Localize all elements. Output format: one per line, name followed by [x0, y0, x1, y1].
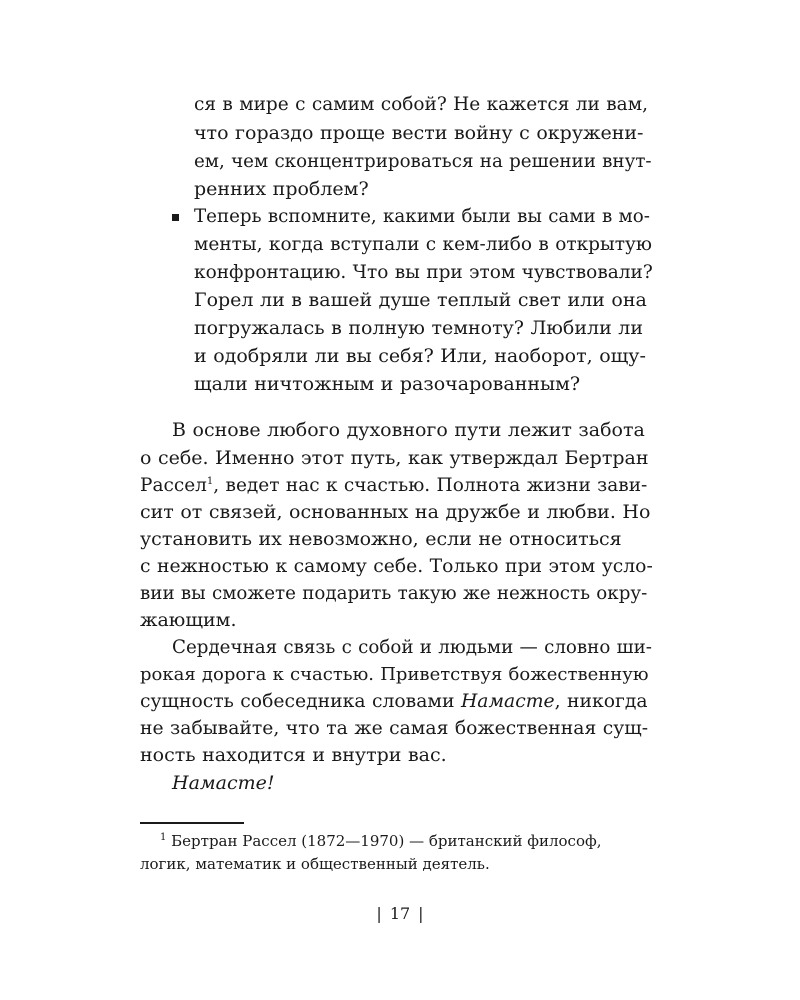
page-number-block [0, 903, 800, 925]
paragraph-line: сит от связей, основанных на дружбе и любви. Но [140, 501, 651, 523]
paragraph-line: жающим. [140, 609, 237, 631]
bullet-square-icon [172, 214, 179, 221]
bullet-continuation-line: ем, чем сконцентрироваться на решении внут- [194, 151, 652, 172]
paragraph-line: рокая дорога к счастью. Приветствуя божественную [140, 664, 649, 685]
paragraph-line: В основе любого духовного пути лежит забота [172, 419, 645, 441]
paragraph-line: вии вы сможете подарить такую же нежность окру- [140, 583, 648, 604]
bullet-item-line: конфронтацию. Что вы при этом чувствовали? [194, 262, 653, 283]
bullet-continuation-line: что гораздо проще вести войну с окружени- [194, 122, 644, 144]
bullet-item-line: менты, когда вступали с кем-либо в открытую [194, 234, 652, 255]
bullet-continuation-line: ренних проблем? [194, 178, 369, 200]
paragraph-line-with-footnote-ref [140, 472, 652, 499]
footnote-reference: 1 [206, 475, 214, 487]
footnote-text: Бертран Рассел (1872—1970) — британский философ, [166, 832, 602, 850]
footnote-line [160, 830, 602, 852]
closing-line [172, 770, 652, 797]
paragraph-line: о себе. Именно этот путь, как утверждал Бертран [140, 447, 649, 469]
paragraph-line: не забывайте, что та же самая божественная сущ- [140, 718, 649, 739]
bullet-item-line: Горел ли в вашей душе теплый свет или она [194, 289, 647, 311]
paragraph-line: установить их невозможно, если не относиться [140, 528, 622, 550]
paragraph-text: , никогда [554, 691, 648, 712]
paragraph-line: с нежностью к самому себе. Только при этом усло- [140, 556, 653, 577]
page-number: 17 [389, 904, 411, 923]
bullet-continuation-line: ся в мире с самим собой? Не кажется ли вам, [194, 94, 648, 115]
paragraph-text: сущность собеседника словами [140, 691, 461, 712]
paragraph-text: Рассел [140, 475, 207, 496]
closing-namaste: Намасте! [172, 772, 275, 794]
footnote-divider [140, 822, 244, 824]
emphasis-namaste: Намасте [460, 691, 555, 712]
paragraph-line: ность находится и внутри вас. [140, 744, 447, 766]
folio-bar: | [376, 904, 382, 923]
paragraph-text: , ведет нас к счастью. Полнота жизни зави- [213, 475, 648, 496]
footnote-marker: 1 [160, 832, 167, 843]
bullet-item-line: Теперь вспомните, какими были вы сами в мо- [194, 206, 650, 227]
paragraph-line-with-emphasis [140, 688, 652, 715]
folio-bar: | [418, 904, 424, 923]
footnote-line: логик, математик и общественный деятель. [140, 855, 490, 873]
bullet-item-line: и одобряли ли вы себя? Или, наоборот, ощу- [194, 345, 646, 367]
bullet-item-line: погружалась в полную темноту? Любили ли [194, 317, 644, 339]
paragraph-line: Сердечная связь с собой и людьми — словно ши- [172, 637, 652, 658]
bullet-item-line: щали ничтожным и разочарованным? [194, 373, 581, 395]
